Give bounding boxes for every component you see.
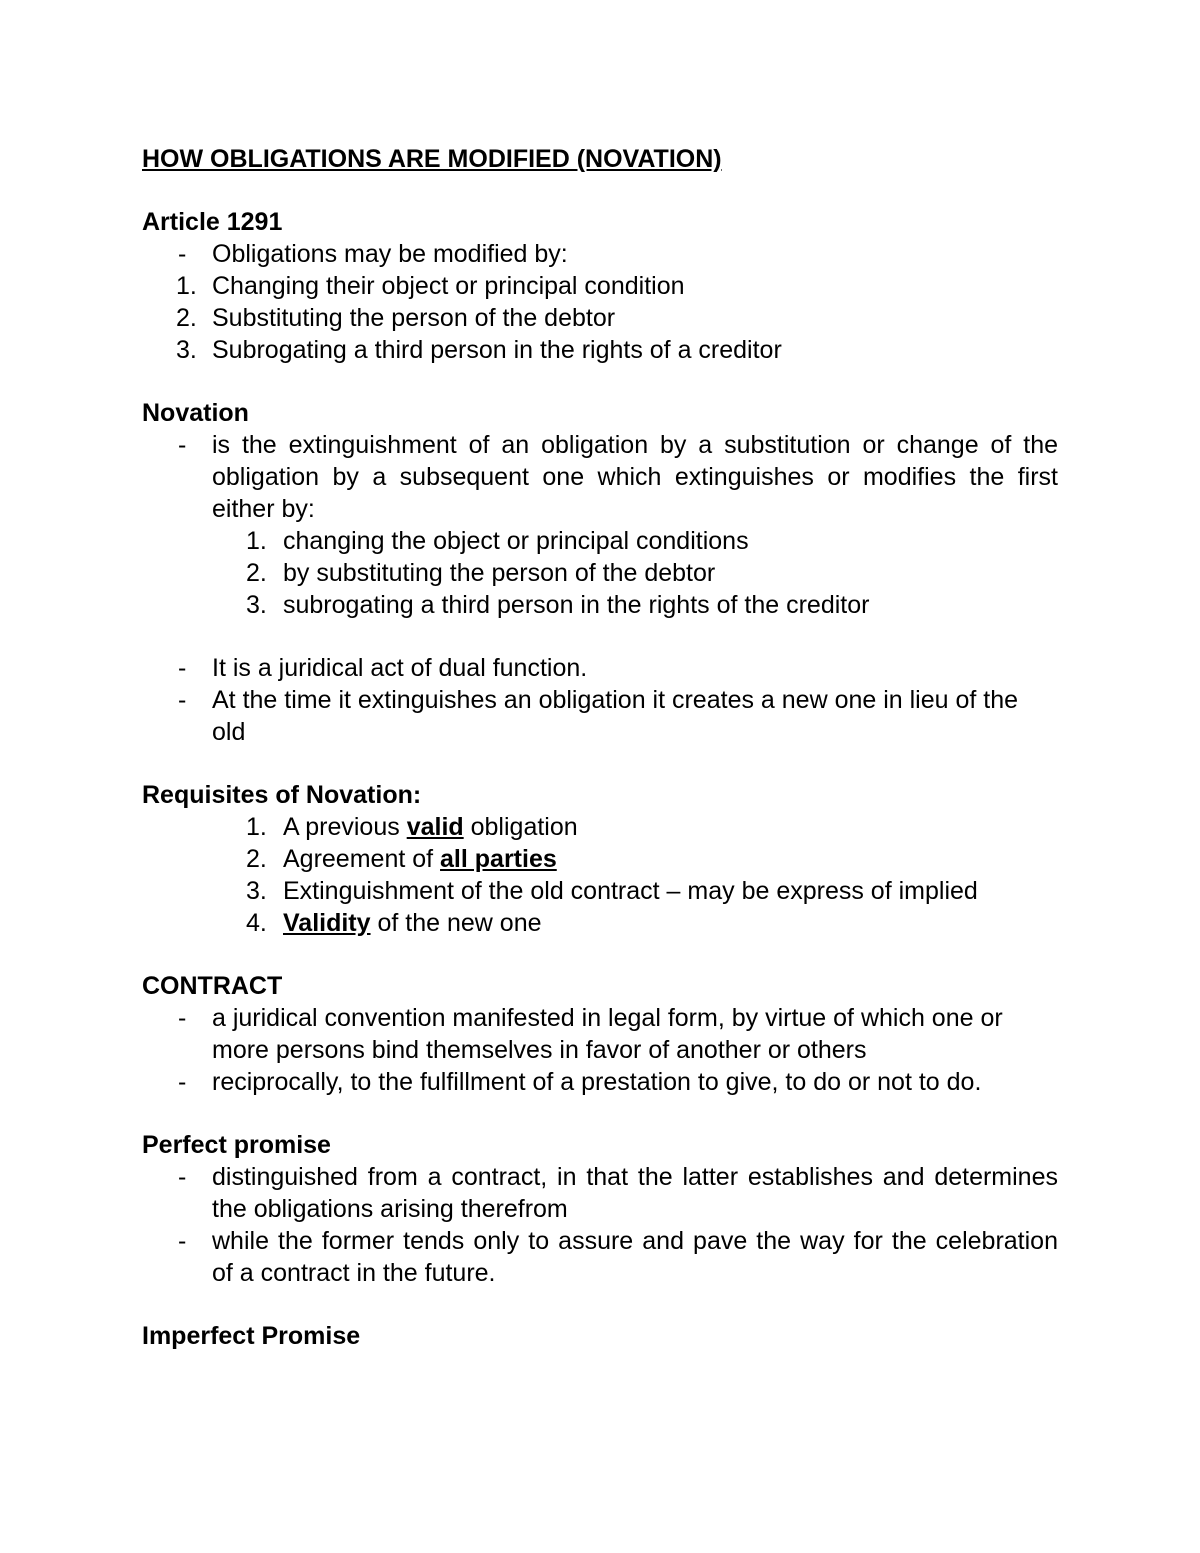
- dash-marker: -: [178, 686, 187, 714]
- contract-heading: CONTRACT: [142, 972, 283, 1000]
- article-intro-text: Obligations may be modified by:: [212, 240, 568, 268]
- list-item: [142, 525, 1058, 557]
- list-item-text-pre: A previous: [283, 813, 407, 841]
- emphasis-text: valid: [406, 813, 464, 841]
- novation-definition: [142, 429, 1058, 525]
- list-item: [142, 652, 1058, 684]
- list-item-text: It is a juridical act of dual function.: [212, 654, 588, 682]
- list-item: [142, 334, 1058, 366]
- list-item: [142, 875, 1058, 907]
- list-item: [142, 1002, 1058, 1066]
- dash-marker: -: [178, 654, 187, 682]
- list-item: [142, 302, 1058, 334]
- list-item-text-post: obligation: [463, 813, 578, 841]
- dash-marker: -: [178, 1004, 187, 1032]
- list-marker: 1.: [246, 813, 267, 841]
- list-item: [142, 907, 1058, 939]
- list-item: [142, 684, 1058, 748]
- list-marker: 2.: [176, 304, 197, 332]
- document-title: HOW OBLIGATIONS ARE MODIFIED (NOVATION): [142, 145, 722, 173]
- list-item-text: subrogating a third person in the rights of the creditor: [283, 591, 870, 619]
- dash-marker: -: [178, 240, 187, 268]
- list-marker: 1.: [176, 272, 197, 300]
- dash-marker: -: [178, 1163, 187, 1191]
- list-item: [142, 843, 1058, 875]
- list-marker: 4.: [246, 909, 267, 937]
- list-item-text: Changing their object or principal condition: [212, 272, 685, 300]
- list-item-text: by substituting the person of the debtor: [283, 559, 716, 587]
- dash-marker: -: [178, 1068, 187, 1096]
- article-intro: [142, 238, 1058, 270]
- list-marker: 3.: [246, 591, 267, 619]
- list-item: [142, 1066, 1058, 1098]
- article-heading: Article 1291: [142, 208, 283, 236]
- emphasis-text: Validity: [283, 909, 371, 937]
- perfect-promise-heading: Perfect promise: [142, 1131, 331, 1159]
- list-marker: 3.: [246, 877, 267, 905]
- list-item-text: reciprocally, to the fulfillment of a prestation to give, to do or not to do.: [212, 1068, 982, 1096]
- list-item-text: a juridical convention manifested in legal form, by virtue of which one or more persons bind themselves in favor of another or others: [212, 1004, 1003, 1064]
- list-item-text: changing the object or principal conditions: [283, 527, 749, 555]
- list-item: [142, 1225, 1058, 1289]
- list-item-text: Substituting the person of the debtor: [212, 304, 616, 332]
- list-item-text-pre: Extinguishment of the old contract – may be express of implied: [283, 877, 978, 905]
- list-item: [142, 811, 1058, 843]
- list-item-text: Subrogating a third person in the rights of a creditor: [212, 336, 782, 364]
- list-item-text: while the former tends only to assure and pave the way for the celebration of a contract in the future.: [212, 1227, 1058, 1287]
- list-marker: 3.: [176, 336, 197, 364]
- list-item: [142, 589, 1058, 621]
- list-item: [142, 270, 1058, 302]
- requisites-heading: Requisites of Novation:: [142, 781, 422, 809]
- list-marker: 2.: [246, 559, 267, 587]
- novation-heading: Novation: [142, 399, 249, 427]
- imperfect-promise-heading: Imperfect Promise: [142, 1322, 361, 1350]
- list-item: [142, 1161, 1058, 1225]
- list-item-text: At the time it extinguishes an obligation it creates a new one in lieu of the old: [212, 686, 1019, 746]
- list-item: [142, 557, 1058, 589]
- list-item-text: distinguished from a contract, in that the latter establishes and determines the obligations arising therefrom: [212, 1163, 1058, 1223]
- list-item-text-pre: Agreement of: [283, 845, 441, 873]
- document-page: [142, 143, 1058, 1352]
- dash-marker: -: [178, 1227, 187, 1255]
- list-marker: 1.: [246, 527, 267, 555]
- novation-definition-text: is the extinguishment of an obligation by a substitution or change of the obligation by a subsequent one which extinguishes or modifies the first either by:: [212, 431, 1058, 523]
- emphasis-text: all parties: [440, 845, 557, 873]
- dash-marker: -: [178, 431, 187, 459]
- list-marker: 2.: [246, 845, 267, 873]
- list-item-text-post: of the new one: [370, 909, 542, 937]
